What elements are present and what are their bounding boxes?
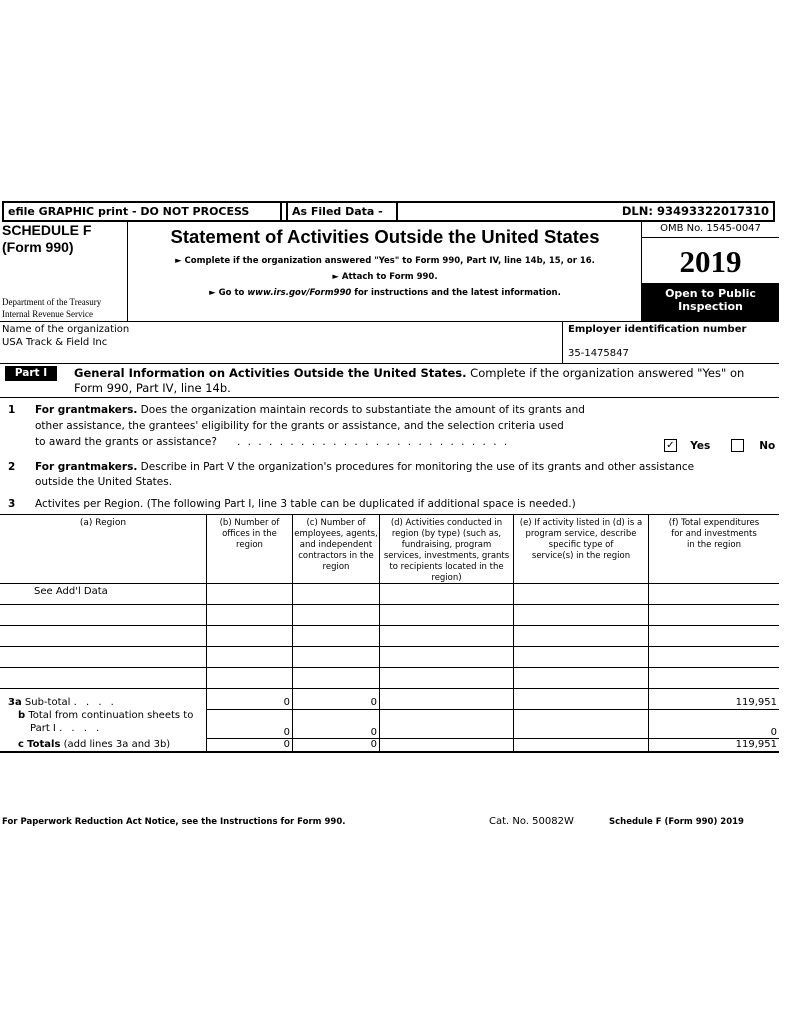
table-top-border bbox=[0, 514, 779, 515]
table-row-border bbox=[0, 688, 779, 689]
instruction-2: ► Attach to Form 990. bbox=[332, 272, 438, 282]
col-d-l6: region) bbox=[431, 573, 462, 583]
col-d-l2: region (by type) (such as, bbox=[391, 529, 502, 539]
subtotal-c: 0 bbox=[370, 697, 377, 708]
part-title-bold: General Information on Activities Outside the United States. bbox=[74, 366, 467, 380]
table-row-border bbox=[0, 625, 779, 626]
irs-link[interactable]: www.irs.gov/Form990 bbox=[247, 288, 352, 298]
open-to-public-box bbox=[642, 283, 779, 321]
totals-text: (add lines 3a and 3b) bbox=[60, 739, 171, 750]
col-d-l5: to recipients located in the bbox=[389, 562, 504, 572]
col-e-header bbox=[514, 518, 648, 562]
dept-line2: Internal Revenue Service bbox=[2, 309, 93, 319]
table-row-region: See Add'l Data bbox=[34, 586, 108, 597]
footer-form-id: Schedule F (Form 990) 2019 bbox=[609, 817, 744, 827]
col-a-header: (a) Region bbox=[79, 518, 127, 528]
part-desc-2: Form 990, Part IV, line 14b. bbox=[74, 381, 231, 395]
col-d-l1: (d) Activities conducted in bbox=[390, 518, 503, 528]
totals-num: c bbox=[18, 739, 24, 750]
totals-c: 0 bbox=[370, 739, 377, 750]
schedule-label: SCHEDULE F bbox=[2, 222, 92, 238]
table-row-border bbox=[0, 646, 779, 647]
instruction-3-post: for instructions and the latest information. bbox=[351, 288, 561, 298]
no-checkbox[interactable] bbox=[731, 439, 744, 452]
totals-b: 0 bbox=[283, 739, 290, 750]
table-row-border bbox=[0, 604, 779, 605]
line2-lead: For grantmakers. bbox=[35, 461, 138, 473]
continuation-num: b bbox=[18, 710, 26, 721]
form-title: Statement of Activities Outside the United States bbox=[170, 226, 600, 247]
line1-text3: to award the grants or assistance? bbox=[35, 436, 217, 448]
col-f-l2: for and investments bbox=[671, 529, 757, 539]
continuation-f: 0 bbox=[770, 727, 777, 738]
ein-value: 35-1475847 bbox=[568, 348, 629, 359]
col-e-l2: program service, describe bbox=[525, 529, 637, 539]
as-filed-label: As Filed Data - bbox=[286, 203, 398, 220]
col-c-l5: region bbox=[322, 562, 350, 572]
paperwork-notice: For Paperwork Reduction Act Notice, see the Instructions for Form 990. bbox=[2, 817, 346, 827]
totals-label bbox=[18, 739, 170, 750]
subtotal-num: 3a bbox=[8, 697, 22, 708]
part-tag: Part I bbox=[5, 366, 57, 381]
col-d-l3: fundraising, program bbox=[401, 540, 492, 550]
subtotal-dots: . . . . bbox=[73, 697, 117, 708]
instruction-3-pre: ► Go to bbox=[209, 288, 248, 298]
ein-label: Employer identification number bbox=[568, 324, 747, 335]
line2-text1-span: Describe in Part V the organization's procedures for monitoring the use of its grants and other assistance bbox=[137, 461, 695, 473]
line1-text1 bbox=[35, 404, 585, 416]
line1-text2: other assistance, the grantees' eligibility for the grants or assistance, and the selection criteria used bbox=[35, 420, 564, 432]
col-c-l4: contractors in the bbox=[298, 551, 374, 561]
line3-num: 3 bbox=[8, 498, 16, 510]
line3-text: Activites per Region. (The following Part I, line 3 table can be duplicated if additional space is needed.) bbox=[35, 498, 576, 510]
no-label: No bbox=[759, 439, 776, 452]
instruction-3 bbox=[128, 288, 642, 298]
continuation-text-2: Part I bbox=[30, 723, 56, 734]
omb-number: OMB No. 1545-0047 bbox=[660, 223, 761, 234]
line1-lead: For grantmakers. bbox=[35, 404, 138, 416]
col-b-l3: region bbox=[236, 540, 263, 550]
totals-bold: Totals bbox=[27, 739, 61, 750]
col-e-l4: service(s) in the region bbox=[531, 551, 631, 561]
subtotal-b: 0 bbox=[283, 697, 290, 708]
totals-f: 119,951 bbox=[735, 739, 777, 750]
continuation-c: 0 bbox=[370, 727, 377, 738]
col-b-header bbox=[207, 518, 292, 551]
line2-text1 bbox=[35, 461, 694, 473]
subtotal-label bbox=[8, 697, 117, 708]
tax-year: 2019 bbox=[679, 244, 742, 279]
col-c-l3: and independent bbox=[299, 540, 373, 550]
line1-dots: . . . . . . . . . . . . . . . . . . . . . . . . . . bbox=[237, 436, 510, 448]
top-banner bbox=[2, 201, 775, 222]
continuation-label-1 bbox=[18, 710, 193, 721]
yes-checkbox[interactable]: ✓ bbox=[664, 439, 677, 452]
instruction-1: ► Complete if the organization answered "Yes" to Form 990, Part IV, line 14b, 15, or 16. bbox=[175, 256, 595, 266]
col-b-l2: offices in the bbox=[222, 529, 277, 539]
efile-label: efile GRAPHIC print - DO NOT PROCESS bbox=[4, 203, 282, 220]
col-c-header bbox=[293, 518, 379, 573]
col-f-l1: (f) Total expenditures bbox=[668, 518, 760, 528]
open-line2: Inspection bbox=[678, 300, 743, 313]
line2-num: 2 bbox=[8, 461, 16, 473]
yes-label: Yes bbox=[690, 439, 711, 452]
table-bottom-border bbox=[0, 751, 779, 753]
line2-text2: outside the United States. bbox=[35, 476, 173, 488]
cat-number: Cat. No. 50082W bbox=[489, 816, 574, 827]
divider bbox=[562, 321, 563, 363]
col-f-l3: in the region bbox=[687, 540, 741, 550]
subtotal-f: 119,951 bbox=[735, 697, 777, 708]
col-e-l3: specific type of bbox=[548, 540, 614, 550]
continuation-dots: . . . . bbox=[59, 723, 103, 734]
form-label: (Form 990) bbox=[2, 239, 74, 255]
open-line1: Open to Public bbox=[665, 287, 756, 300]
table-row-border bbox=[0, 667, 779, 668]
continuation-text: Total from continuation sheets to bbox=[28, 710, 194, 721]
dept-line1: Department of the Treasury bbox=[2, 297, 102, 307]
col-c-l2: employees, agents, bbox=[294, 529, 378, 539]
yes-option[interactable] bbox=[664, 439, 710, 452]
col-d-header bbox=[380, 518, 513, 584]
divider bbox=[0, 397, 779, 398]
col-b-l1: (b) Number of bbox=[219, 518, 280, 528]
col-e-l1: (e) If activity listed in (d) is a bbox=[519, 518, 643, 528]
continuation-b: 0 bbox=[283, 727, 290, 738]
col-f-header bbox=[649, 518, 779, 551]
continuation-label-2 bbox=[30, 723, 102, 734]
no-option[interactable] bbox=[731, 439, 775, 452]
org-name-label: Name of the organization bbox=[2, 324, 130, 335]
subtotal-text: Sub-total bbox=[24, 697, 71, 708]
line1-text1-span: Does the organization maintain records to substantiate the amount of its grants and bbox=[137, 404, 585, 416]
part-title bbox=[74, 366, 744, 380]
col-d-l4: services, investments, grants bbox=[383, 551, 510, 561]
col-c-l1: (c) Number of bbox=[306, 518, 366, 528]
line1-num: 1 bbox=[8, 404, 16, 416]
divider bbox=[0, 321, 779, 322]
org-name: USA Track & Field Inc bbox=[2, 337, 108, 348]
part-desc: Complete if the organization answered "Yes" on bbox=[466, 366, 745, 380]
dln-label: DLN: 93493322017310 bbox=[621, 204, 769, 218]
divider bbox=[0, 363, 779, 364]
